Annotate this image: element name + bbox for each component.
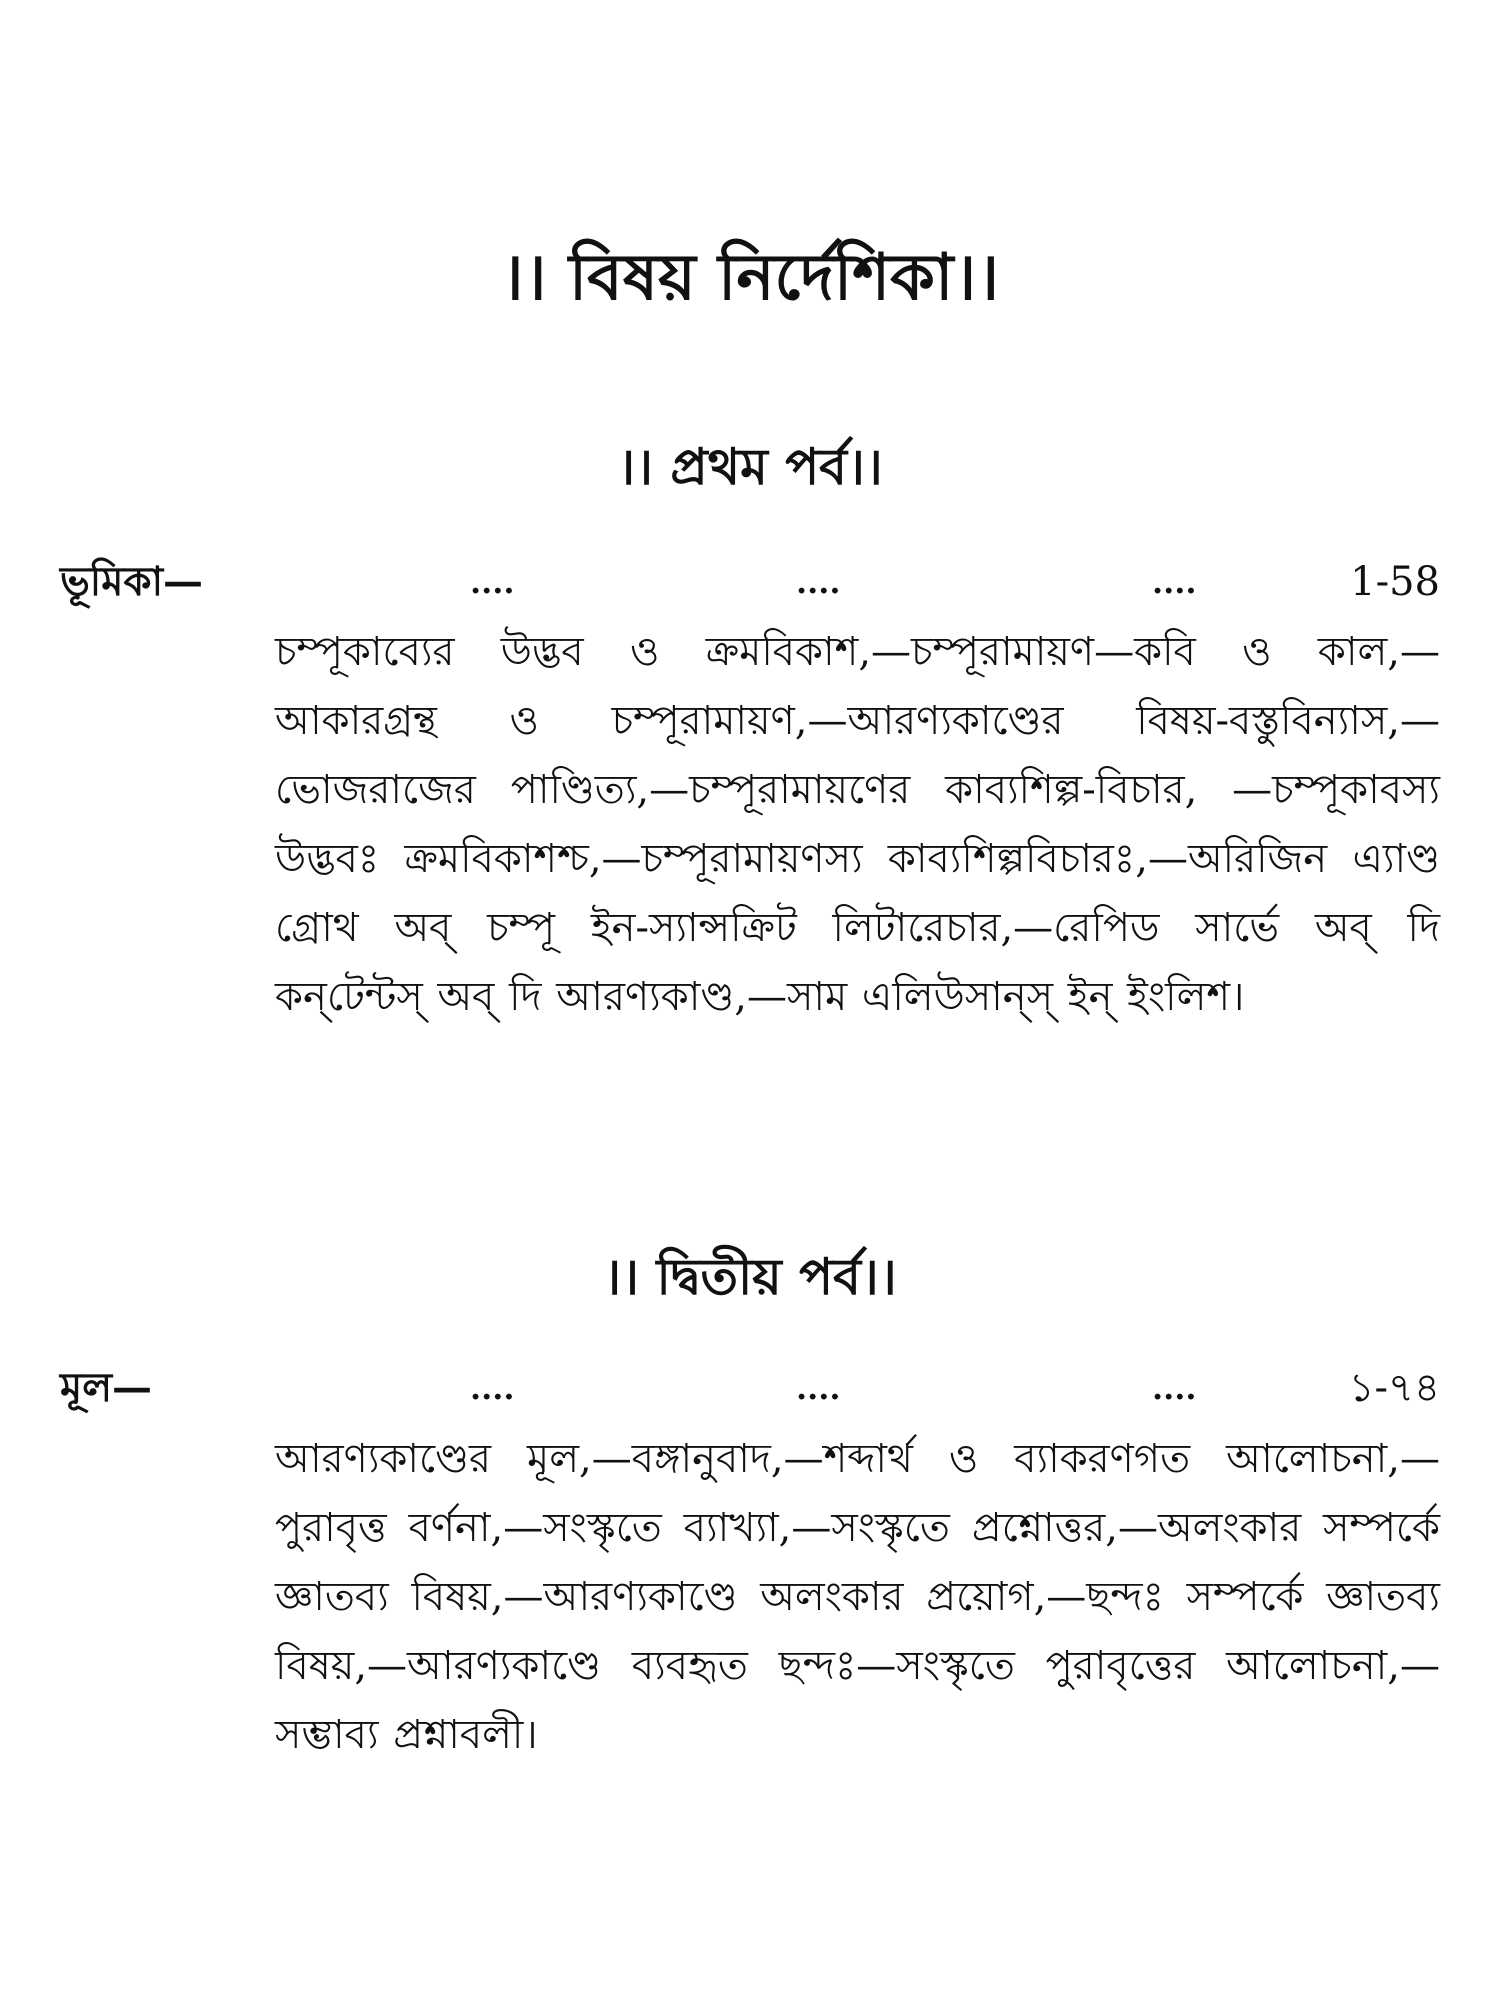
page-range: 1-58 xyxy=(1350,559,1440,605)
leader-dots: .... xyxy=(470,1369,515,1407)
entry-label: ভূমিকা— xyxy=(60,558,204,605)
leader-dots: .... xyxy=(1152,1369,1197,1407)
toc-entry-row-introduction xyxy=(60,552,1440,612)
page-range: ১-৭৪ xyxy=(1348,1365,1440,1411)
entry-description: আরণ্যকাণ্ডের মূল,—বঙ্গানুবাদ,—শব্দার্থ ও ব্যাকরণগত আলোচনা,—পুরাবৃত্ত বর্ণনা,—সংস্কৃতে ব্যাখ্যা,—সংস্কৃতে প্রশ্নোত্তর,—অলংকার সম্পর্কে জ্ঞাতব্য বিষয়,—আরণ্যকাণ্ডে অলংকার প্রয়োগ,—ছন্দঃ সম্পর্কে জ্ঞাতব্য বিষয়,—আরণ্যকাণ্ডে ব্যবহৃত ছন্দঃ—সংস্কৃতে পুরাবৃত্তের আলোচনা,—সম্ভাব্য প্রশ্নাবলী। xyxy=(275,1436,1440,1758)
toc-entry-row-original-text xyxy=(60,1358,1440,1418)
entry-label: মূল— xyxy=(60,1364,153,1411)
entry-description: চম্পূকাব্যের উদ্ভব ও ক্রমবিকাশ,—চম্পূরামায়ণ—কবি ও কাল,—আকারগ্রন্থ ও চম্পূরামায়ণ,—আরণ্যকাণ্ডের বিষয়-বস্তুবিন্যাস,—ভোজরাজের পাণ্ডিত্য,—চম্পূরামায়ণের কাব্যশিল্প-বিচার, —চম্পূকাবস্য উদ্ভবঃ ক্রমবিকাশশ্চ,—চম্পূরামায়ণস্য কাব্যশিল্পবিচারঃ,—অরিজিন এ্যাণ্ড গ্রোথ অব্ চম্পূ ইন-স্যান্সক্রিট লিটারেচার,—রেপিড সার্ভে অব্ দি কন্‌টেন্টস্ অব্ দি আরণ্যকাণ্ড,—সাম এলিউসান্‌স্ ইন্ ইংলিশ। xyxy=(275,629,1440,1020)
part-2-title: ।। দ্বিতীয় পর্ব।। xyxy=(603,1247,897,1306)
leader-dots: .... xyxy=(796,1369,841,1407)
leader-dots: .... xyxy=(1152,563,1197,601)
page-title: ।। বিষয় নির্দেশিকা।। xyxy=(500,240,1000,315)
part-1-title: ।। প্রথম পর্ব।। xyxy=(617,437,883,496)
leader-dots: .... xyxy=(796,563,841,601)
leader-dots: .... xyxy=(470,563,515,601)
